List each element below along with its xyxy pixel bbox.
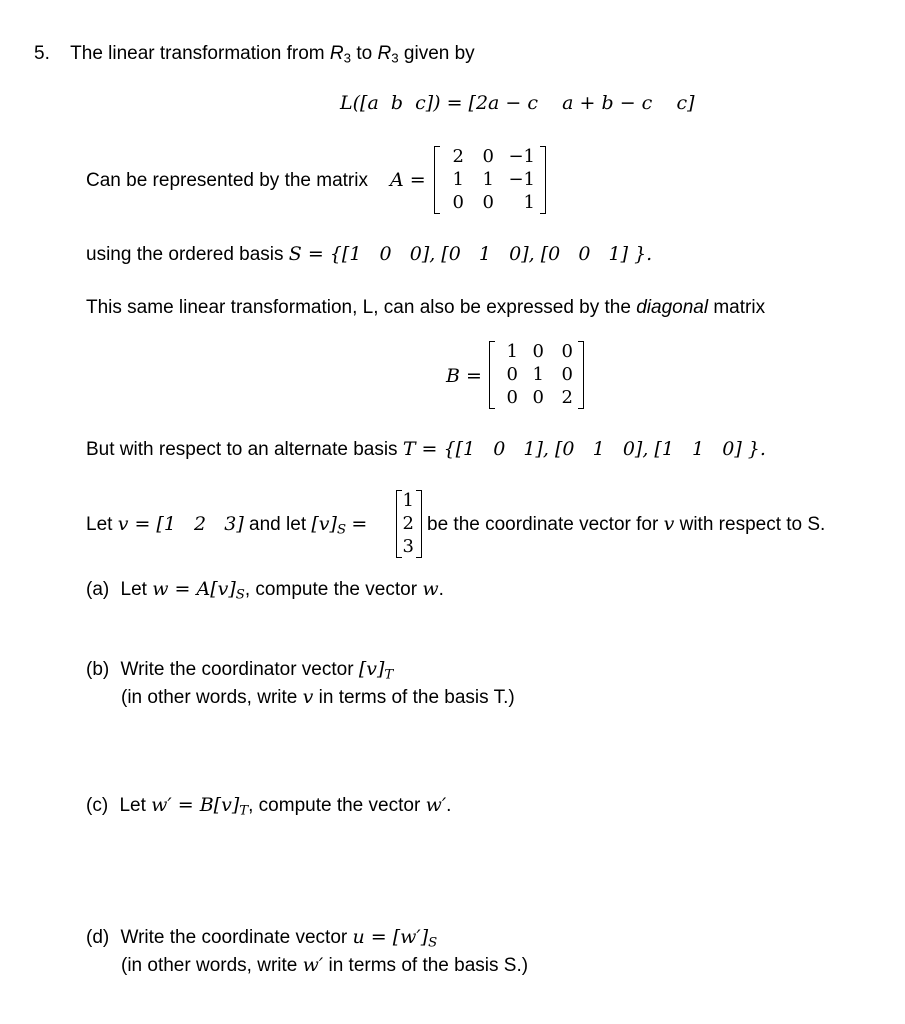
matrix-cell: −1 — [508, 146, 535, 167]
part-a-sub: S — [235, 587, 245, 603]
matrix-a-intro: Can be represented by the matrix — [86, 170, 368, 191]
part-c-post: , compute the vector — [248, 795, 421, 816]
matrix-cell: 1 — [506, 341, 518, 362]
part-b-line2-pre: (in other words, write — [121, 687, 298, 708]
part-c-label: (c) — [86, 795, 109, 816]
part-a-var: w — [422, 578, 439, 600]
tail-pre: be the coordinate vector for — [427, 514, 659, 535]
matrix-cell: 1 — [532, 364, 544, 385]
matrix-row — [396, 490, 422, 512]
matrix-b — [489, 341, 584, 409]
coord-lhs: [v] — [311, 513, 337, 535]
matrix-cell: 1 — [452, 169, 464, 190]
part-b-line2 — [121, 688, 515, 707]
vector-v-line-left — [86, 513, 368, 538]
part-d-expr: u = [w′] — [352, 926, 429, 948]
part-b-expr: [v] — [358, 658, 385, 680]
part-c-pre: Let — [119, 795, 146, 816]
part-c-var: w′ — [425, 794, 447, 816]
basis-s-expr: S = {[1 0 0], [0 1 0], [0 0 1] }. — [288, 243, 653, 265]
matrix-row — [434, 192, 546, 214]
matrix-row — [489, 341, 584, 363]
part-a-post: , compute the vector — [244, 579, 418, 600]
matrix-row — [489, 387, 584, 409]
part-d-line2 — [121, 956, 528, 975]
matrix-cell: 0 — [561, 364, 573, 385]
diagonal-sentence — [86, 298, 765, 317]
matrix-row — [396, 513, 422, 535]
matrix-cell: −1 — [508, 169, 535, 190]
basis-s-line — [86, 245, 652, 264]
part-b-line2-var: v — [302, 686, 314, 708]
problem-intro: The linear transformation from — [70, 43, 325, 64]
matrix-b-lhs: B = — [446, 365, 482, 387]
matrix-cell: 2 — [402, 513, 414, 534]
matrix-cell: 2 — [452, 146, 464, 167]
space-from-sub: 3 — [343, 50, 352, 66]
diag-text-pre: This same linear transformation, L, can also be expressed by the — [86, 297, 631, 318]
problem-header — [34, 43, 475, 66]
part-d-pre: Write the coordinate vector — [120, 927, 348, 948]
part-b — [86, 658, 394, 683]
part-c-sub: T — [239, 803, 249, 819]
matrix-cell: 0 — [506, 387, 518, 408]
part-b-sub: T — [384, 667, 394, 683]
matrix-cell: 0 — [532, 341, 544, 362]
part-a — [86, 578, 444, 603]
matrix-cell: 0 — [532, 387, 544, 408]
part-d-line2-pre: (in other words, write — [121, 955, 298, 976]
given-by: given by — [403, 43, 475, 64]
space-to: R — [377, 43, 392, 64]
matrix-cell: 1 — [402, 490, 414, 511]
tail-post: with respect to S. — [679, 514, 826, 535]
let-word: Let — [86, 514, 113, 535]
part-a-expr: w = A[v] — [152, 578, 236, 600]
matrix-row — [434, 169, 546, 191]
part-a-label: (a) — [86, 579, 110, 600]
vector-v-coords — [396, 490, 422, 558]
matrix-cell: 1 — [482, 169, 494, 190]
and-let: and let — [249, 514, 307, 535]
v-definition: v = [1 2 3] — [117, 513, 244, 535]
equals-sign: = — [351, 513, 368, 535]
part-a-pre: Let — [120, 579, 147, 600]
part-b-label: (b) — [86, 659, 110, 680]
matrix-cell: 0 — [506, 364, 518, 385]
space-from: R — [329, 43, 344, 64]
part-d-label: (d) — [86, 927, 110, 948]
basis-t-text: But with respect to an alternate basis — [86, 439, 398, 460]
space-to-sub: 3 — [391, 50, 399, 66]
matrix-row — [434, 146, 546, 168]
to-word: to — [356, 43, 373, 64]
matrix-cell: 0 — [452, 192, 464, 213]
diag-emph: diagonal — [636, 297, 709, 318]
matrix-cell: 0 — [482, 192, 494, 213]
part-b-pre: Write the coordinator vector — [120, 659, 354, 680]
part-d — [86, 926, 438, 951]
matrix-cell: 3 — [402, 536, 414, 557]
tail-var: v — [663, 513, 675, 535]
basis-s-text: using the ordered basis — [86, 244, 284, 265]
matrix-a-lhs: A = — [390, 169, 426, 191]
matrix-cell: 0 — [482, 146, 494, 167]
part-d-sub: S — [428, 935, 438, 951]
coord-sub: S — [336, 522, 347, 538]
part-a-end: . — [438, 579, 444, 600]
matrix-cell: 1 — [523, 192, 535, 213]
problem-number: 5. — [34, 43, 50, 64]
part-d-line2-post: in terms of the basis S.) — [328, 955, 529, 976]
part-c-expr: w′ = B[v] — [151, 794, 240, 816]
part-c-end: . — [446, 795, 452, 816]
matrix-row — [396, 536, 422, 558]
matrix-row — [489, 364, 584, 386]
diag-text-post: matrix — [713, 297, 766, 318]
matrix-cell: 2 — [561, 387, 573, 408]
matrix-a — [434, 146, 546, 214]
basis-t-line — [86, 440, 766, 459]
basis-t-expr: T = {[1 0 1], [0 1 0], [1 1 0] }. — [402, 438, 766, 460]
transform-equation: L([a b c]) = [2a − c a + b − c c] — [340, 92, 695, 114]
matrix-cell: 0 — [561, 341, 573, 362]
part-d-line2-var: w′ — [302, 954, 324, 976]
part-c — [86, 794, 452, 819]
part-b-line2-post: in terms of the basis T.) — [318, 687, 515, 708]
vector-v-line-right — [427, 515, 825, 534]
